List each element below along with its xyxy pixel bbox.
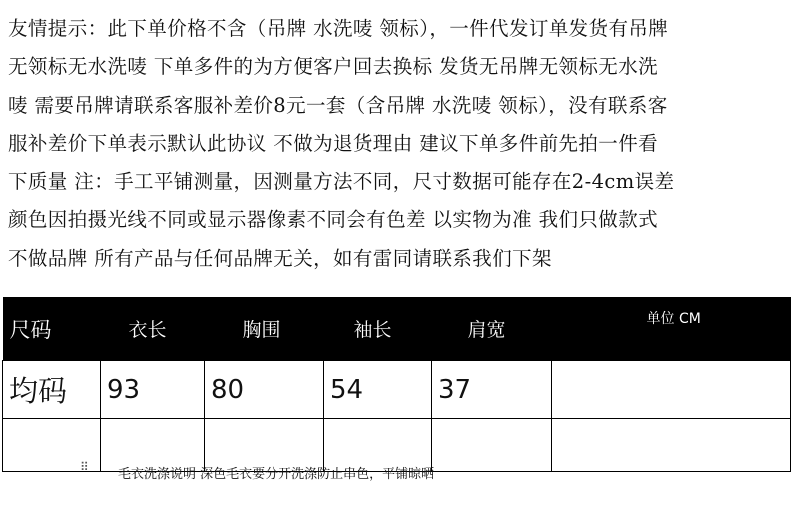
notice-line: 颜色因拍摄光线不同或显示器像素不同会有色差 以实物为准 我们只做款式 [8,208,658,232]
cell-size: 均码 [3,361,101,419]
care-instructions-text: 毛衣洗涤说明 深色毛衣要分开洗涤防止串色，平铺晾晒 [118,467,435,482]
notice-line: 无领标无水洗唛 下单多件的为方便客户回去换标 发货无吊牌无领标无水洗 [8,55,658,79]
notice-line: 服补差价下单表示默认此协议 不做为退货理由 建议下单多件前先拍一件看 [8,131,658,155]
cell-extra [552,361,791,419]
size-table [2,297,791,472]
header-shoulder: 肩宽 [432,297,552,361]
notice-line: 友情提示：此下单价格不含（吊牌 水洗唛 领标），一件代发订单发货有吊牌 [8,17,669,40]
drag-handle-icon[interactable]: ⠿ [80,460,89,474]
cell-shoulder: 37 [432,361,552,419]
table-row [3,361,791,419]
size-table-header-row [3,297,791,361]
header-unit: 单位 CM [552,297,791,361]
header-length: 衣长 [101,297,205,361]
notice-line: 不做品牌 所有产品与任何品牌无关，如有雷同请联系我们下架 [8,246,552,270]
care-instructions [0,461,791,485]
cell-chest: 80 [205,361,324,419]
header-sleeve: 袖长 [324,297,432,361]
notice-line: 下质量 注：手工平铺测量，因测量方法不同，尺寸数据可能存在2-4cm误差 [8,170,675,194]
notice-text [8,10,786,278]
cell-length: 93 [101,361,205,419]
header-size: 尺码 [3,297,101,361]
cell-sleeve: 54 [324,361,432,419]
notice-line: 唛 需要吊牌请联系客服补差价8元一套（含吊牌 水洗唛 领标），没有联系客 [8,93,668,117]
header-chest: 胸围 [205,297,324,361]
